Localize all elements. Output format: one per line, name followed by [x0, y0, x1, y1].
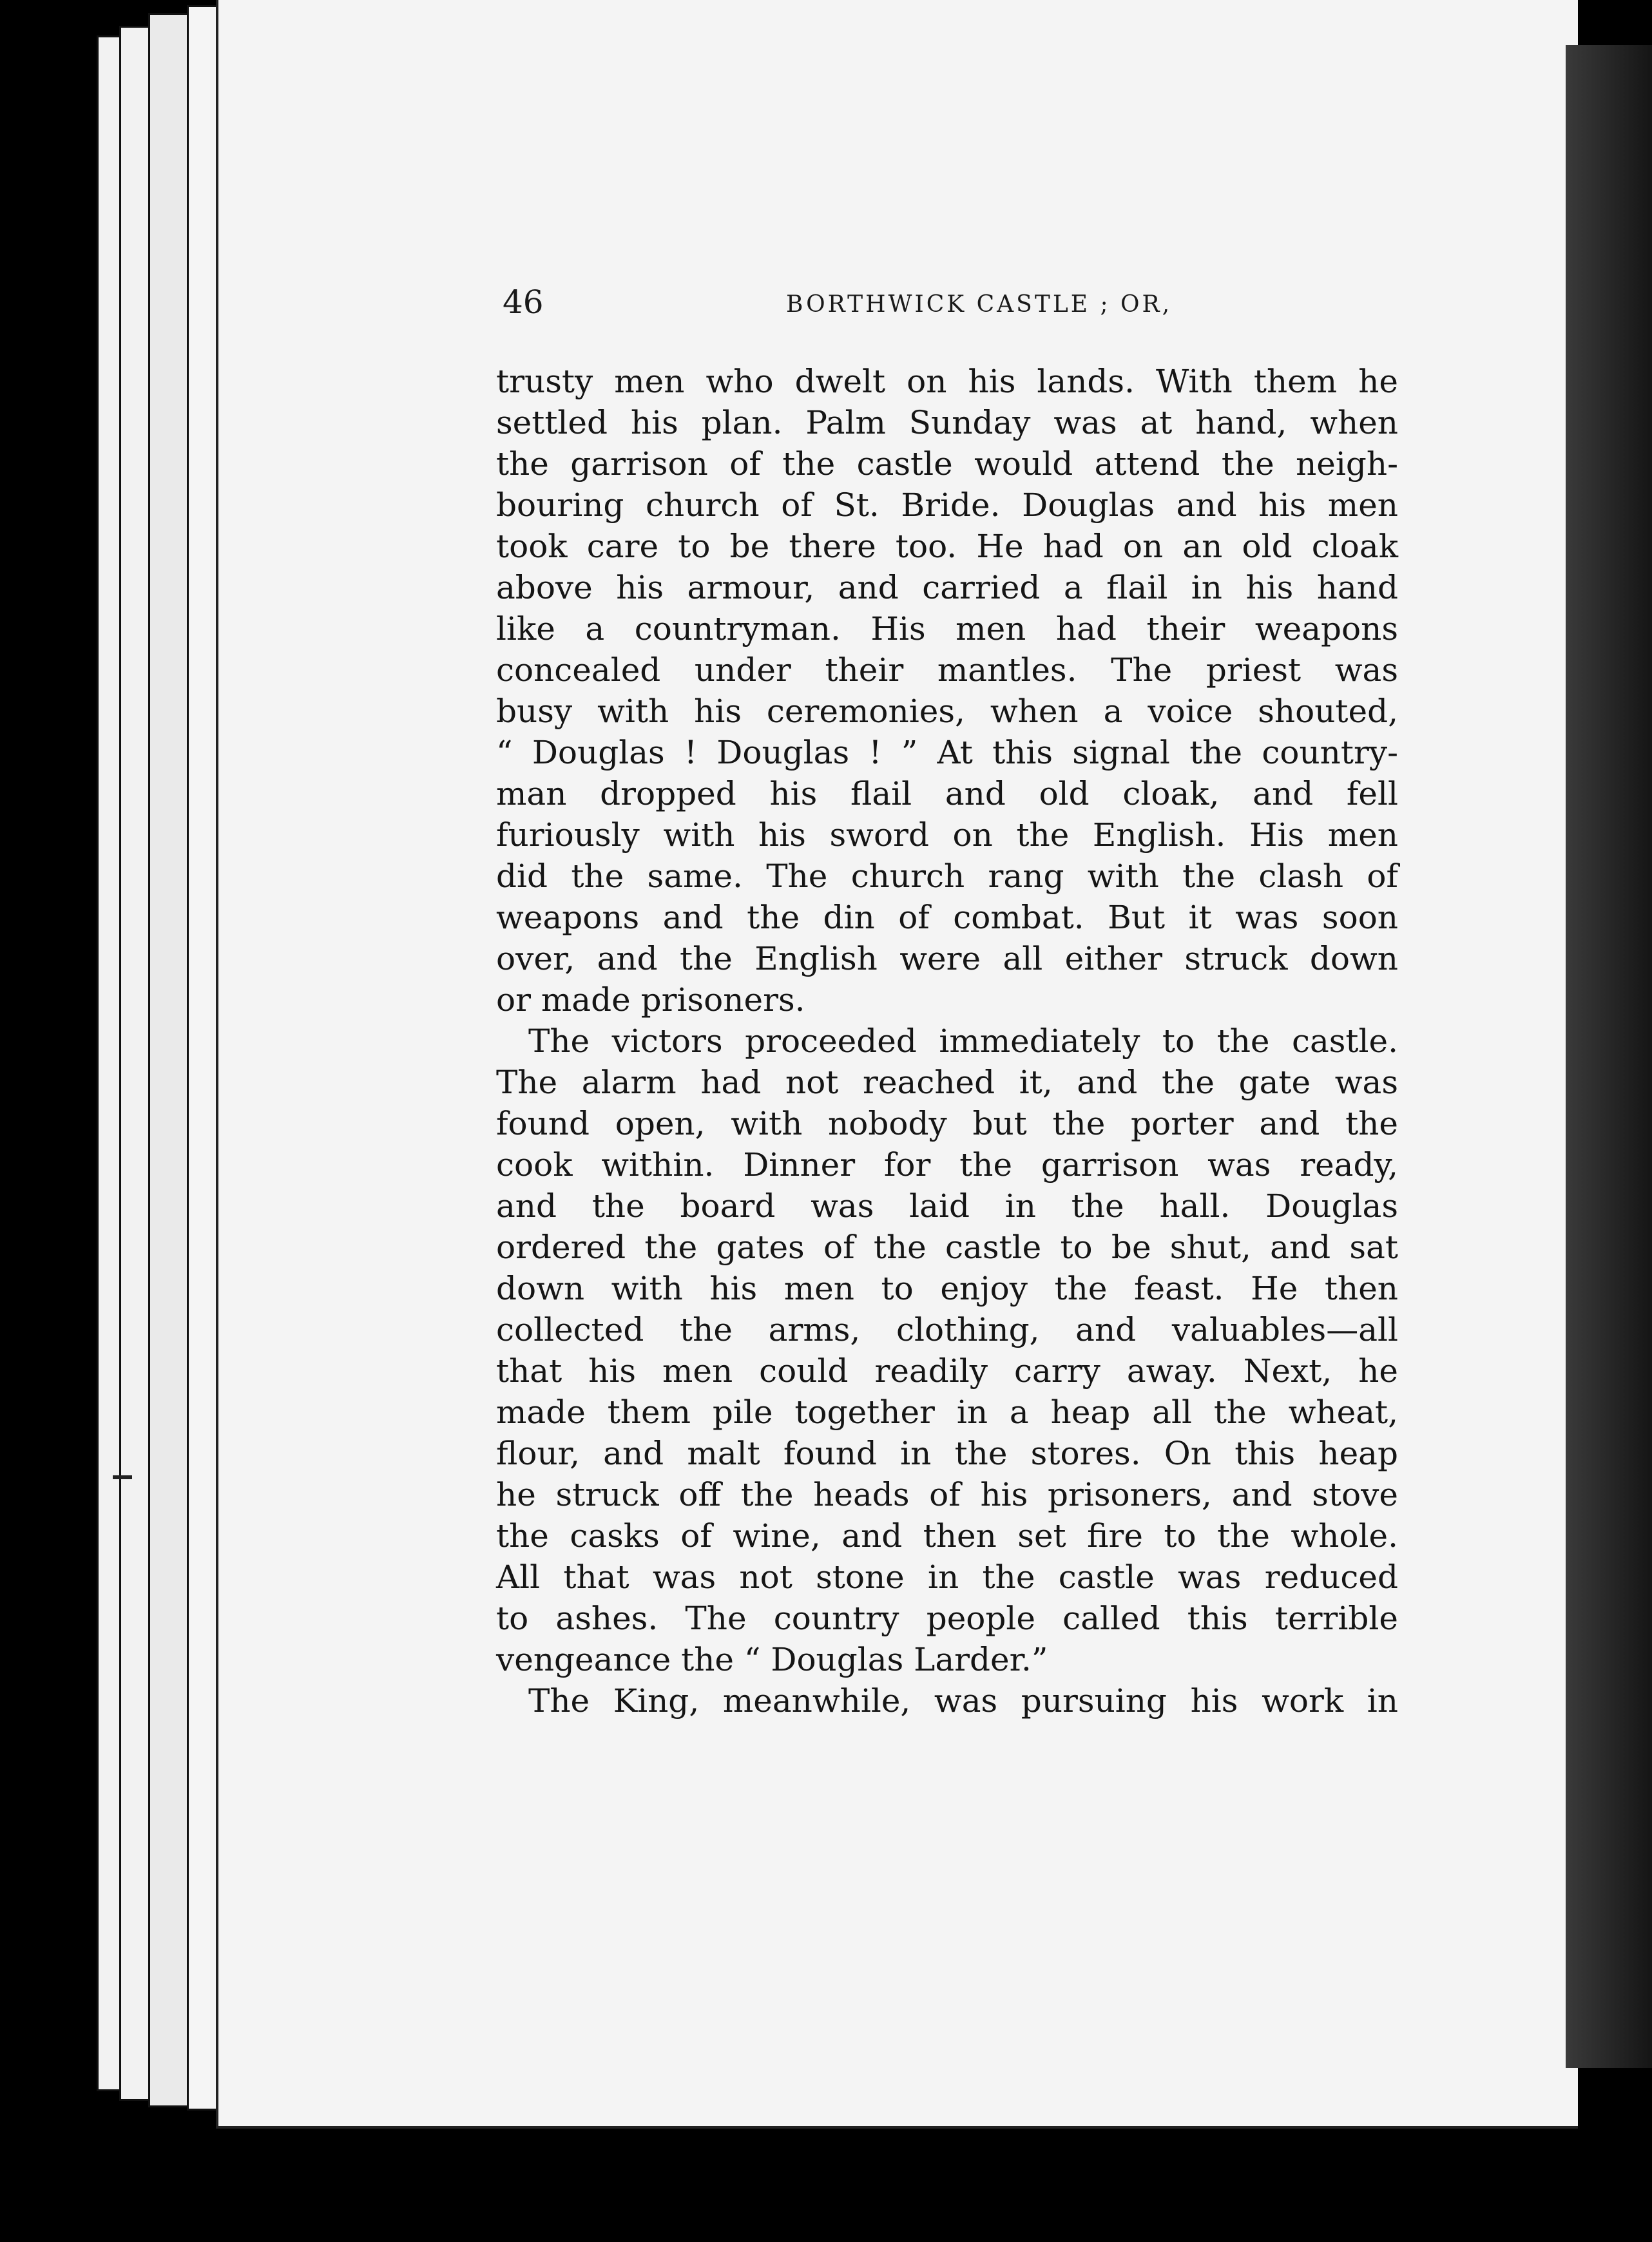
body-text: [496, 361, 1398, 1721]
text-line: “ Douglas ! Douglas ! ” At this signal the country-: [496, 734, 1398, 771]
binding-shadow: [1566, 45, 1652, 2068]
running-head: [503, 283, 1508, 335]
text-line: or made prisoners.: [496, 981, 805, 1019]
text-line: bouring church of St. Bride. Douglas and his men: [496, 486, 1398, 524]
text-line: the garrison of the castle would attend the neigh-: [496, 445, 1398, 483]
text-line: to ashes. The country people called this terrible: [496, 1600, 1398, 1637]
text-line: settled his plan. Palm Sunday was at hand, when: [496, 404, 1398, 441]
text-line: down with his men to enjoy the feast. He then: [496, 1270, 1398, 1307]
text-line: did the same. The church rang with the clash of: [496, 858, 1398, 895]
text-line: The victors proceeded immediately to the castle.: [528, 1022, 1398, 1060]
page-number: 46: [503, 283, 544, 321]
text-line: the casks of wine, and then set fire to the whole.: [496, 1517, 1398, 1555]
text-line: The alarm had not reached it, and the gate was: [496, 1064, 1398, 1101]
text-line: busy with his ceremonies, when a voice shouted,: [496, 693, 1398, 730]
text-line: concealed under their mantles. The priest was: [496, 651, 1398, 689]
text-line: and the board was laid in the hall. Douglas: [496, 1187, 1398, 1225]
text-line: found open, with nobody but the porter and the: [496, 1105, 1398, 1142]
running-title: BORTHWICK CASTLE ; OR,: [786, 291, 1173, 318]
text-line: furiously with his sword on the English. His men: [496, 816, 1398, 854]
text-line: made them pile together in a heap all the wheat,: [496, 1394, 1398, 1431]
text-line: The King, meanwhile, was pursuing his work in: [528, 1682, 1398, 1720]
text-line: above his armour, and carried a flail in his hand: [496, 569, 1398, 606]
text-line: vengeance the “ Douglas Larder.”: [496, 1641, 1048, 1678]
text-line: man dropped his flail and old cloak, and fell: [496, 775, 1398, 812]
text-line: ordered the gates of the castle to be shut, and sat: [496, 1229, 1398, 1266]
text-line: weapons and the din of combat. But it was soon: [496, 899, 1398, 936]
text-line: flour, and malt found in the stores. On this heap: [496, 1435, 1398, 1472]
text-line: over, and the English were all either struck down: [496, 940, 1398, 977]
text-line: trusty men who dwelt on his lands. With them he: [496, 363, 1398, 400]
text-line: collected the arms, clothing, and valuables—all: [496, 1311, 1398, 1348]
text-line: like a countryman. His men had their weapons: [496, 610, 1398, 647]
text-line: took care to be there too. He had on an old cloak: [496, 528, 1398, 565]
text-line: he struck off the heads of his prisoners, and stove: [496, 1476, 1398, 1513]
text-line: cook within. Dinner for the garrison was ready,: [496, 1146, 1398, 1183]
text-line: that his men could readily carry away. Next, he: [496, 1352, 1398, 1390]
page-edge-mark: [113, 1475, 132, 1479]
text-line: All that was not stone in the castle was reduced: [496, 1558, 1398, 1596]
